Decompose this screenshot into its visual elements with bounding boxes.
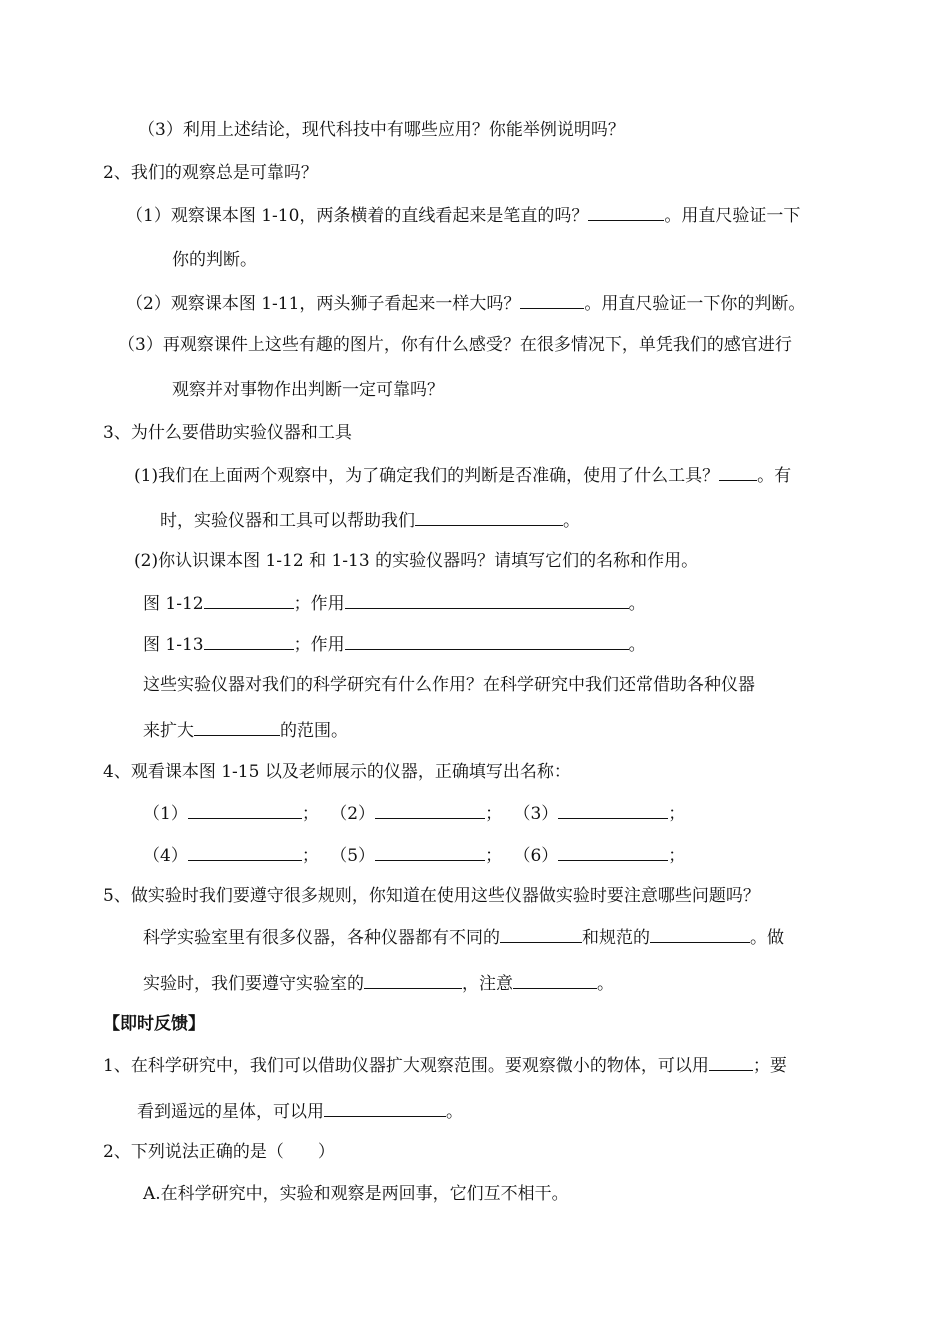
question-5-text: 科学实验室里有很多仪器，各种仪器都有不同的 和规范的 。做	[143, 928, 784, 948]
question-2-item-3-cont: 观察并对事物作出判断一定可靠吗？	[172, 380, 444, 400]
feedback-question-2: 2、下列说法正确的是（ ）	[103, 1142, 335, 1162]
question-2-item-1: （1）观察课本图 1-10，两条横着的直线看起来是笔直的吗？ 。用直尺验证一下	[126, 206, 801, 226]
answer-blank[interactable]	[194, 719, 280, 736]
question-3-item-1-cont: 时，实验仪器和工具可以帮助我们 。	[160, 511, 580, 531]
instrument-blank[interactable]	[188, 844, 302, 861]
function-blank[interactable]	[345, 592, 629, 609]
name-blank[interactable]	[204, 633, 294, 650]
answer-blank[interactable]	[364, 972, 462, 989]
question-2-heading: 2、我们的观察总是可靠吗？	[103, 163, 318, 183]
question-3-item-1: (1)我们在上面两个观察中，为了确定我们的判断是否准确，使用了什么工具？ 。有	[134, 466, 792, 486]
instrument-blank[interactable]	[375, 844, 485, 861]
question-5-heading: 5、做实验时我们要遵守很多规则，你知道在使用这些仪器做实验时要注意哪些问题吗？	[103, 886, 760, 906]
question-3-item-2: (2)你认识课本图 1-12 和 1-13 的实验仪器吗？请填写它们的名称和作用。	[134, 551, 699, 571]
question-3-heading: 3、为什么要借助实验仪器和工具	[103, 423, 352, 443]
question-2-item-1-cont: 你的判断。	[172, 250, 257, 270]
answer-blank[interactable]	[415, 509, 563, 526]
feedback-option-a: A.在科学研究中，实验和观察是两回事，它们互不相干。	[143, 1184, 569, 1204]
question-5-text-cont: 实验时，我们要遵守实验室的 ，注意 。	[143, 974, 614, 994]
instrument-blank[interactable]	[375, 802, 485, 819]
section-heading-feedback: 【即时反馈】	[103, 1014, 205, 1034]
feedback-question-1: 1、在科学研究中，我们可以借助仪器扩大观察范围。要观察微小的物体，可以用 ；要	[103, 1056, 787, 1076]
question-4-row-2: （4） ； （5） ； （6） ；	[143, 846, 686, 866]
instrument-blank[interactable]	[558, 844, 668, 861]
figure-1-12-row: 图 1-12 ；作用 。	[143, 594, 646, 614]
answer-blank[interactable]	[513, 972, 597, 989]
instrument-blank[interactable]	[558, 802, 668, 819]
question-2-item-3: （3）再观察课件上这些有趣的图片，你有什么感受？在很多情况下，单凭我们的感官进行	[118, 335, 792, 355]
question-3-item-3: （3）利用上述结论，现代科技中有哪些应用？你能举例说明吗？	[138, 120, 625, 140]
instrument-purpose-cont: 来扩大 的范围。	[143, 721, 348, 741]
figure-1-13-row: 图 1-13 ；作用 。	[143, 635, 646, 655]
function-blank[interactable]	[345, 633, 629, 650]
name-blank[interactable]	[204, 592, 294, 609]
answer-blank[interactable]	[650, 926, 750, 943]
answer-blank[interactable]	[324, 1100, 446, 1117]
feedback-question-1-cont: 看到遥远的星体，可以用 。	[137, 1102, 463, 1122]
question-2-item-2: （2）观察课本图 1-11，两头狮子看起来一样大吗？ 。用直尺验证一下你的判断。	[126, 294, 806, 314]
answer-blank[interactable]	[520, 292, 584, 309]
instrument-blank[interactable]	[188, 802, 302, 819]
answer-blank[interactable]	[719, 464, 757, 481]
answer-blank[interactable]	[500, 926, 582, 943]
question-4-row-1: （1） ； （2） ； （3） ；	[143, 804, 686, 824]
instrument-purpose-text: 这些实验仪器对我们的科学研究有什么作用？在科学研究中我们还常借助各种仪器	[143, 675, 755, 695]
answer-blank[interactable]	[709, 1054, 753, 1071]
answer-blank[interactable]	[588, 204, 664, 221]
question-4-heading: 4、观看课本图 1-15 以及老师展示的仪器，正确填写出名称：	[103, 762, 571, 782]
